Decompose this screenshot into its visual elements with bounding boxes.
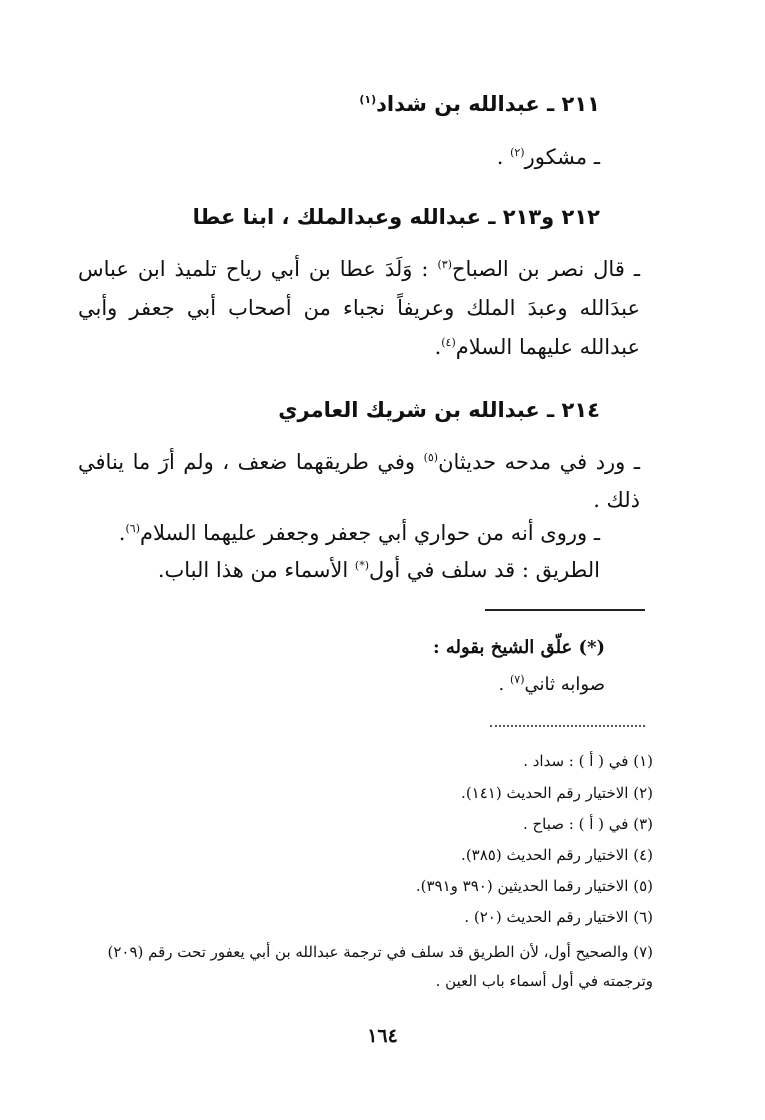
footnote-divider xyxy=(490,725,645,727)
footnote-6: (٦) الاختيار رقم الحديث (٢٠) . xyxy=(464,908,653,926)
footnote-7: (٧) والصحيح أول، لأن الطريق قد سلف في ترجمة عبدالله بن أبي يعفور تحت رقم (٢٠٩) وترجمته في أول أسماء باب العين . xyxy=(107,943,653,990)
entry-211-text: ـ مشكور$^{(٢)}$ . xyxy=(496,145,600,169)
margin-note-text: صوابه ثاني$^{(٧)}$ . xyxy=(498,673,605,695)
entry-211-heading: ٢١١ ـ عبدالله بن شداد$^{(١)}$ xyxy=(359,92,600,116)
footnote-5: (٥) الاختيار رقما الحديثين (٣٩٠ و٣٩١). xyxy=(415,877,653,895)
separator-rule xyxy=(485,609,645,611)
entry-212-paragraph: ـ قال نصر بن الصباح$^{(٣)}$ : وَلَدَ عطا بن أبي رياح تلميذ ابن عباس عبدَالله وعبدَ الملك وعريفاً نجباء من أصحاب أبي جعفر وأبي عبدالله عليهما السلام$^{(٤)}$. xyxy=(78,257,640,359)
entry-214-line-3: الطريق : قد سلف في أول(*) الأسماء من هذا الباب. xyxy=(157,558,600,582)
footnote-3: (٣) في ( أ ) : صباح . xyxy=(522,815,653,833)
entry-212-heading: ٢١٢ و٢١٣ ـ عبدالله وعبدالملك ، ابنا عطا xyxy=(192,205,600,229)
footnote-2: (٢) الاختيار رقم الحديث (١٤١). xyxy=(461,784,653,802)
footnote-1: (١) في ( أ ) : سداد . xyxy=(523,752,653,770)
entry-214-heading: ٢١٤ ـ عبدالله بن شريك العامري xyxy=(278,398,600,422)
entry-214-paragraph: ـ ورد في مدحه حديثان$^{(٥)}$ وفي طريقهما ضعف ، ولم أرَ ما ينافي ذلك . xyxy=(78,450,640,512)
page-number: ١٦٤ xyxy=(367,1025,398,1047)
margin-note-label: (*) علّق الشيخ بقوله : xyxy=(432,637,605,658)
footnote-4: (٤) الاختيار رقم الحديث (٣٨٥). xyxy=(461,846,653,864)
entry-214-line-2: ـ وروى أنه من حواري أبي جعفر وجعفر عليهما السلام$^{(٦)}$. xyxy=(118,521,600,545)
